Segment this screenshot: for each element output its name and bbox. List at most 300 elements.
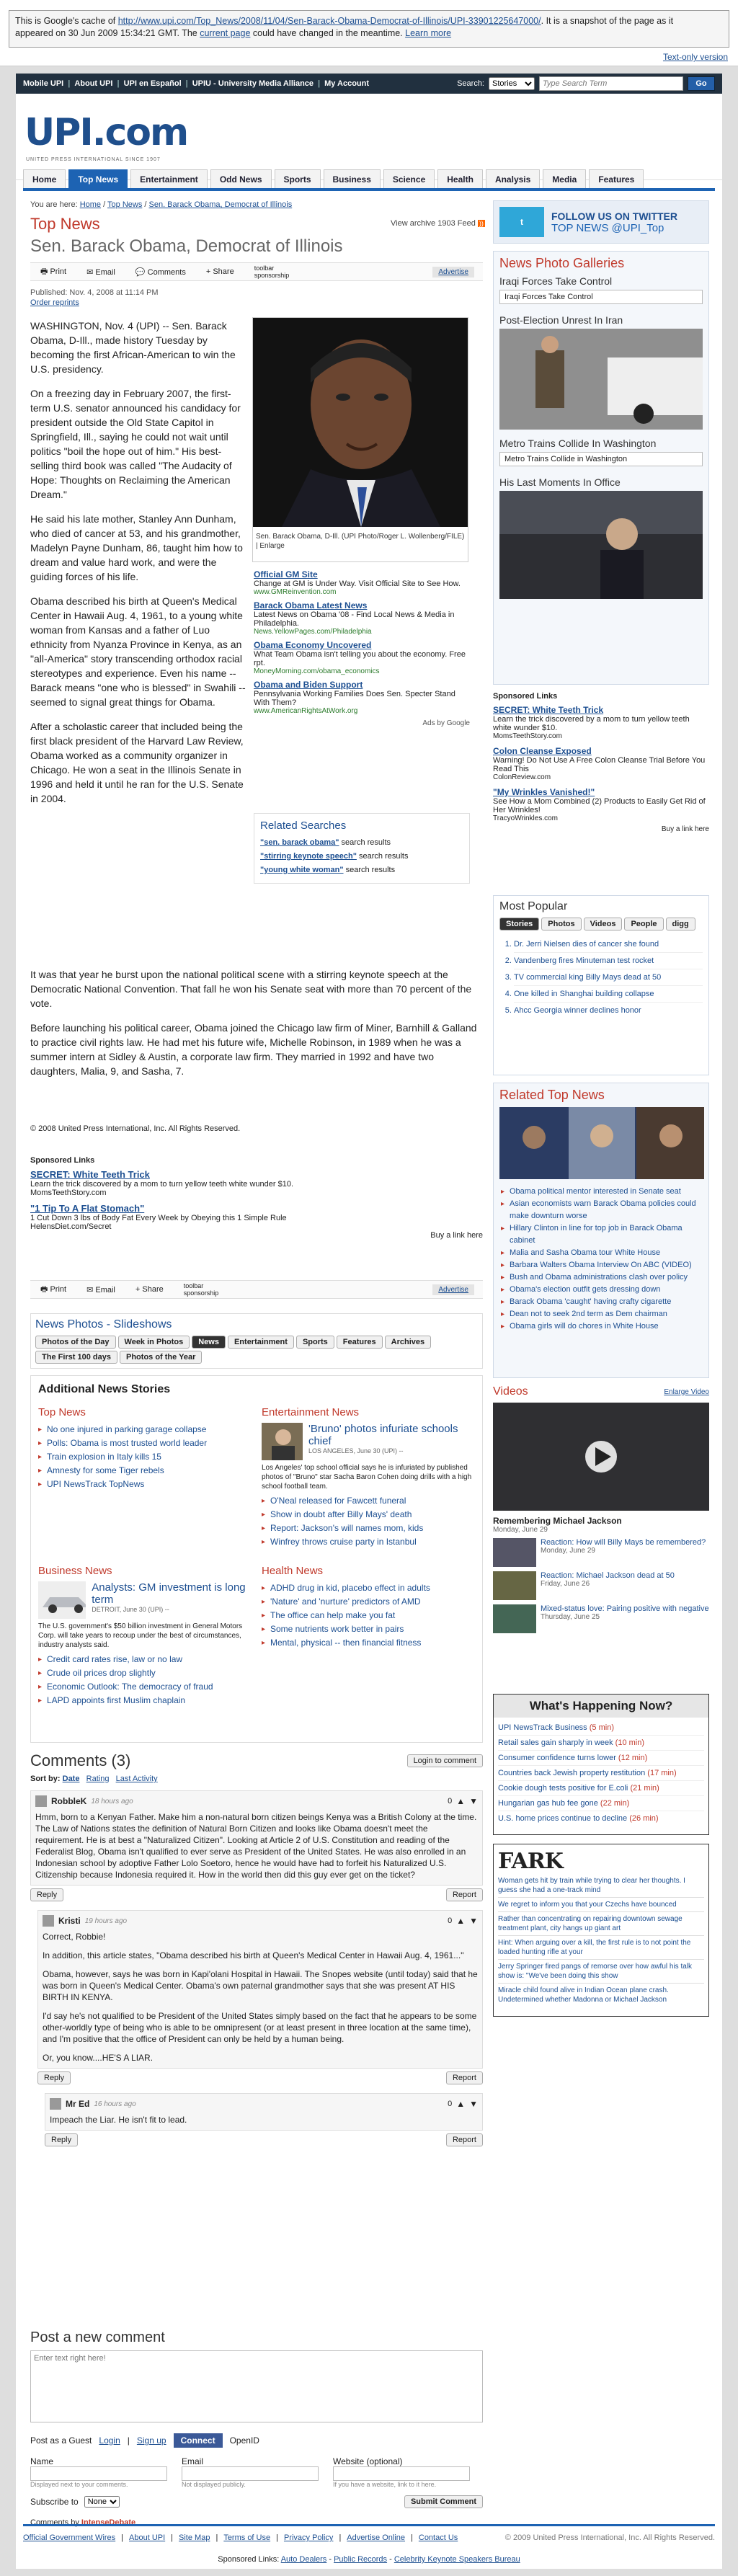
sponsored-desc: Warning! Do Not Use A Free Colon Cleanse Trial Before You Read This (493, 756, 706, 773)
slideshow-tab[interactable]: Entertainment (228, 1336, 294, 1349)
name-hint: Displayed next to your comments. (30, 2481, 128, 2488)
happening-link[interactable]: Retail sales gain sharply in week (498, 1738, 613, 1747)
print-icon: 🖶 (40, 267, 48, 276)
footer-link[interactable]: About UPI (129, 2533, 166, 2542)
cache-text: appeared on 30 Jun 2009 15:34:21 GMT. The (15, 28, 200, 38)
lead-story-summary: Los Angeles' top school official says he is infuriated by published photos of "Bruno" star Sacha Baron Cohen doing drills with a high school football team. (262, 1464, 472, 1491)
footer-link[interactable]: Contact Us (418, 2533, 458, 2542)
news-link[interactable]: ▸ Crude oil prices drop slightly (38, 1666, 247, 1680)
upi-page (16, 74, 722, 2569)
search-go-button[interactable]: Go (688, 76, 715, 91)
rss-icon: )) (479, 220, 484, 227)
popular-item[interactable]: 5. Ahcc Georgia winner declines honor (514, 1003, 703, 1018)
comment-body: Impeach the Liar. He isn't fit to lead. (50, 2115, 187, 2125)
popular-item[interactable]: 1. Dr. Jerri Nielsen dies of cancer she found (514, 936, 703, 953)
comment-body: I'd say he's not qualified to be President of the United States simply based on the fact that he appears to be some other-worldly type of being who is able to be omnipresent (or at least present in three location at the same time), and I'm positive that the office of President can only be held by a human being. (43, 2011, 477, 2044)
news-link[interactable]: ▸ Train explosion in Italy kills 15 (38, 1450, 247, 1464)
sort-rating[interactable]: Rating (86, 1775, 110, 1783)
footer-link[interactable]: Privacy Policy (283, 2533, 334, 2542)
sponsored-url[interactable]: MomsTeethStory.com (30, 1189, 107, 1197)
happening-link[interactable]: Consumer confidence turns lower (498, 1754, 616, 1762)
slideshow-tab[interactable]: Features (337, 1336, 383, 1349)
lead-story-summary: The U.S. government's $50 billion investment in General Motors Corp. will take years to recoup under the best of circumstances, industry analysts said. (38, 1622, 243, 1649)
iran-unrest-photo[interactable] (499, 329, 703, 430)
story-paragraph: After a scholastic career that included being the first black president of the Harvard Law Review, Obama worked as a community organizer in Chicago. He won a seat in the Illinois Senate in 1996 and held it until he ran for the U.S. Senate in 2004. (30, 721, 244, 804)
popular-item[interactable]: 2. Vandenberg fires Minuteman test rocket (514, 953, 703, 969)
slideshows-title: News Photos - Slideshows (35, 1318, 172, 1331)
related-news-link[interactable]: ▸ Bush and Obama administrations clash over policy (501, 1271, 701, 1284)
topnav-upiu[interactable]: UPIU - University Media Alliance (192, 79, 314, 88)
order-reprints-link[interactable]: Order reprints (30, 298, 79, 307)
video-date: Friday, June 26 (541, 1580, 590, 1588)
video-date: Thursday, June 25 (541, 1613, 600, 1621)
thumbs-up-icon[interactable]: ▲ (456, 1796, 466, 1806)
sponsored-label: Sponsored Links (30, 1156, 95, 1165)
cache-text: This is Google's cache of (15, 16, 118, 26)
dateline: LOS ANGELES, June 30 (UPI) -- (308, 1447, 404, 1454)
fark-box (493, 1844, 709, 2017)
email-icon: ✉ (86, 267, 94, 277)
nav-top-news[interactable]: Top News (68, 169, 128, 188)
website-label: Website (optional) (333, 2456, 403, 2466)
photo-galleries-title: News Photo Galleries (499, 256, 625, 270)
footer-link[interactable]: Site Map (179, 2533, 210, 2542)
signup-link[interactable]: Sign up (136, 2435, 166, 2446)
print-button[interactable]: 🖶 Print (40, 1284, 67, 1294)
story-paragraph: Before launching his political career, Obama joined the Chicago law firm of Miner, Barnhill & Galland to practice civil rights law. He had met his future wife, Michelle Robinson, in 1989 when he was a summer intern at Sidley & Austin, a corporate law firm. They married in 1992 and have two daughters, Malia, 9, and Sasha, 7. (30, 1022, 477, 1077)
gallery-title[interactable]: Post-Election Unrest In Iran (499, 314, 623, 326)
ad-desc: What Team Obama isn't telling you about the economy. Free rpt. (254, 650, 466, 667)
bruno-thumbnail[interactable] (262, 1423, 303, 1460)
upi-logo[interactable]: UPI.com (25, 111, 188, 154)
sponsored-label: Sponsored Links (493, 692, 558, 701)
news-link[interactable]: ▸ Mental, physical -- then financial fitness (262, 1636, 475, 1650)
sponsored-links-main (30, 1156, 483, 1240)
sponsored-url[interactable]: TracyoWrinkles.com (493, 814, 559, 822)
login-to-comment-button[interactable]: Login to comment (407, 1754, 483, 1767)
featured-video-date: Monday, June 29 (493, 1526, 548, 1534)
ad-title[interactable]: Official GM Site (254, 569, 318, 579)
crumb-top-news[interactable]: Top News (107, 200, 143, 209)
gallery-caption[interactable]: Metro Trains Collide in Washington (499, 452, 703, 466)
footer-link[interactable]: Official Government Wires (23, 2533, 116, 2542)
ad-desc: Pennsylvania Working Families Does Sen. Specter Stand With Them? (254, 690, 455, 707)
sponsored-links-rail (493, 692, 709, 833)
sponsored-desc: Learn the trick discovered by a mom to turn yellow teeth white wunder $10. (493, 715, 690, 732)
comment-score: 0 (448, 1917, 453, 1925)
topnav-my-account[interactable]: My Account (324, 79, 370, 88)
share-icon: + (135, 1285, 141, 1294)
twitter-line1: FOLLOW US ON TWITTER (551, 210, 677, 222)
related-news-link[interactable]: ▸ Barbara Walters Obama Interview On ABC (VIDEO) (501, 1259, 701, 1271)
gallery-title[interactable]: Iraqi Forces Take Control (499, 275, 613, 287)
whats-happening: What's Happening Now? UPI NewsTrack Business (5 min) Retail sales gain sharply in week (10 min) Consumer confidence turns lower (12 min) Countries back Jewish property restitution (17 min) Cookie dough tests positive for E.coli (21 min) Hungarian gas hub fee gone (22 min) U.S. home prices continue to decline (26 min) (493, 1694, 709, 1835)
ads-by-google[interactable]: Ads by Google (422, 719, 470, 727)
report-button[interactable]: Report (446, 2133, 483, 2146)
top-utility-nav: Mobile UPI | About UPI | UPI en Español | UPIU - University Media Alliance | My Account Search: Stories Type Search Term Go (16, 74, 722, 94)
most-popular (493, 895, 709, 1075)
share-icon: + (205, 267, 211, 276)
topnav-mobile-upi[interactable]: Mobile UPI (23, 79, 64, 88)
cache-url-link[interactable]: http://www.upi.com/Top_News/2008/11/04/Sen-Barack-Obama-Democrat-of-Illinois/UPI-33901225647000/ (117, 16, 541, 26)
comment-body: Or, you know....HE'S A LIAR. (43, 2053, 154, 2063)
comments-button[interactable]: 💬 Comments (135, 267, 186, 277)
related-news-link[interactable]: ▸ Hillary Clinton in line for top job in Barack Obama cabinet (501, 1222, 701, 1247)
reply-button[interactable]: Reply (45, 2133, 78, 2146)
comment-body: In addition, this article states, "Obama described his birth at Queen's Medical Center in Hawaii Aug. 4, 1961..." (43, 1950, 464, 1960)
comment-author[interactable]: Mr Ed (66, 2099, 90, 2109)
most-popular-title: Most Popular (499, 900, 568, 912)
ad-url[interactable]: www.GMReinvention.com (254, 588, 337, 596)
news-link[interactable]: ▸ Economic Outlook: The democracy of fraud (38, 1680, 247, 1694)
video-thumbnail[interactable] (493, 1538, 536, 1567)
website-input[interactable] (333, 2466, 470, 2481)
gallery-caption[interactable]: Iraqi Forces Take Control (499, 290, 703, 304)
sponsored-title[interactable]: SECRET: White Teeth Trick (493, 705, 604, 715)
lead-story-link[interactable]: Analysts: GM investment is long term (92, 1581, 246, 1606)
sponsored-title[interactable]: "1 Tip To A Flat Stomach" (30, 1203, 145, 1214)
report-button[interactable]: Report (446, 1888, 483, 1901)
popular-tab-people[interactable]: People (624, 918, 663, 931)
post-as-guest[interactable]: Post as a Guest (30, 2435, 92, 2446)
footer-sponsored-link[interactable]: Celebrity Keynote Speakers Bureau (394, 2555, 520, 2564)
news-link[interactable]: ▸ No one injured in parking garage collapse (38, 1423, 247, 1436)
entertainment-column (262, 1406, 475, 1549)
toolbar-sponsorship: toolbar sponsorship (183, 1282, 219, 1297)
sort-last-activity[interactable]: Last Activity (115, 1775, 158, 1783)
article-toolbar (30, 262, 483, 281)
news-link[interactable]: ▸ ADHD drug in kid, placebo effect in adults (262, 1581, 475, 1595)
nav-health[interactable]: Health (437, 169, 483, 188)
comments-icon: 💬 (135, 267, 146, 277)
popular-tab-videos[interactable]: Videos (584, 918, 623, 931)
obama-photo[interactable] (253, 318, 468, 527)
story-paragraph: WASHINGTON, Nov. 4 (UPI) -- Sen. Barack Obama, D-Ill., made history Tuesday by becoming the first African-American to win the U.S. presidency. (30, 320, 236, 375)
crumb-home[interactable]: Home (79, 200, 102, 209)
comment-age: 18 hours ago (91, 1797, 133, 1806)
fark-link[interactable]: We regret to inform you that your Czechs have bounced (498, 1898, 704, 1912)
happening-link[interactable]: UPI NewsTrack Business (498, 1723, 587, 1732)
comment-body: Obama, however, says he was born in Kapi'olani Hospital in Hawaii. The Snopes website (until today) said that he was born in Queen's Medical Center. Obama's own paternal grandmother says that she was present AT HIS BIRTH IN KENYA. (43, 1969, 478, 2002)
avatar (35, 1795, 47, 1807)
slideshows-box (30, 1313, 483, 1369)
story-paragraph: Obama described his birth at Queen's Medical Center in Hawaii Aug. 4, 1961, to a young white woman from Kansas and a father of Luo ethnicity from Nyanza Province in Kenya, as an "all-America" story transcending orthodox racial stereotypes and experience. Even his name -- Barack means "one who is blessed" in Swahili -- seemed to signal great things for Obama. (30, 595, 246, 708)
related-top-news (493, 1083, 709, 1378)
comment-author[interactable]: Kristi (58, 1916, 81, 1926)
health-heading: Health News (262, 1565, 324, 1577)
learn-more-link[interactable]: Learn more (405, 28, 452, 38)
related-news-link[interactable]: ▸ Obama's election outfit gets dressing down (501, 1284, 701, 1296)
subscribe-label: Subscribe to (30, 2497, 79, 2507)
slideshow-tab[interactable]: Photos of the Year (120, 1351, 202, 1364)
crumb-current[interactable]: Sen. Barack Obama, Democrat of Illinois (148, 200, 293, 209)
reply-button[interactable]: Reply (37, 2071, 71, 2084)
story-paragraph: It was that year he burst upon the national political scene with a stirring keynote speech at the Democratic National Convention. That fall he won his Senate seat with more than 70 percent of the vote. (30, 969, 472, 1009)
name-input[interactable] (30, 2466, 167, 2481)
story-bottom (30, 967, 483, 1088)
search-label: Search: (457, 79, 484, 88)
cache-text: could have changed in the meantime. (250, 28, 406, 38)
share-button[interactable]: + Share (135, 1285, 164, 1294)
email-hint: Not displayed publicly. (182, 2481, 246, 2488)
comments-section (30, 1751, 483, 2155)
search-form (457, 76, 715, 91)
reply-button[interactable]: Reply (30, 1888, 63, 1901)
ad-desc: Latest News on Obama '08 - Find Local News & Media in Philadelphia. (254, 610, 455, 628)
email-button[interactable]: ✉ Email (86, 267, 115, 277)
sponsored-title[interactable]: "My Wrinkles Vanished!" (493, 787, 595, 797)
nav-entertainment[interactable]: Entertainment (130, 169, 208, 188)
avatar (50, 2098, 61, 2110)
ad-url[interactable]: MoneyMorning.com/obama_economics (254, 667, 380, 675)
print-icon: 🖶 (40, 1284, 48, 1294)
last-moments-photo[interactable] (499, 491, 703, 599)
slideshow-tab[interactable]: Archives (385, 1336, 431, 1349)
thumbs-down-icon[interactable]: ▼ (469, 2099, 478, 2109)
cache-notice (9, 10, 729, 48)
story-top (30, 319, 246, 816)
toolbar-sponsorship: toolbar sponsorship (254, 265, 290, 279)
nav-sports[interactable]: Sports (275, 169, 321, 188)
ad-desc: Change at GM is Under Way. Visit Official Site to See How. (254, 579, 461, 588)
comment-body: Hmm, born to a Kenyan Father. Make him a non-natural born citizen beings Kenya was a British Colony at the time. The Law of Nations states the definition of Natural Born Citizen and looks like Obama doesn't meet the requirement. He is at best a "Naturalized Citizen". Looking at Article 2 of U.S. Constitution and reading of the Federalist Blog, Obama isn't qualified to ever serve as President of the United States. He was also enrolled in an Indonesian school by adoptive Father Lolo Soetoro, hence he would have had to forfeit his Naturalized U.S. Citizenship because Indonesia required it. How in the world then did this guy ever get on the ticket? (35, 1812, 477, 1880)
related-news-link[interactable]: ▸ Malia and Sasha Obama tour White House (501, 1247, 701, 1259)
related-news-photo-strip[interactable] (499, 1107, 704, 1179)
thumbs-up-icon[interactable]: ▲ (456, 1916, 466, 1926)
ad-title[interactable]: Obama and Biden Support (254, 680, 363, 690)
popular-tab-photos[interactable]: Photos (541, 918, 581, 931)
related-search-link[interactable]: "sen. barack obama" (260, 838, 339, 847)
fark-link[interactable]: Woman gets hit by train while trying to clear her thoughts. I guess she had a one-track mind (498, 1874, 704, 1898)
logo-tagline: UNITED PRESS INTERNATIONAL SINCE 1907 (26, 157, 161, 162)
story-paragraph: On a freezing day in February 2007, the first-term U.S. senator announced his candidacy for president outside the Old State Capitol in Springfield, Ill., saying he could not wait until politics "boil the hope out of him." His best-selling third book was called "The Audacity of Hope: Thoughts on Reclaiming the American Dream." (30, 388, 241, 500)
happening-link[interactable]: U.S. home prices continue to decline (498, 1814, 628, 1823)
text-only-link[interactable]: Text-only version (662, 52, 728, 62)
email-button[interactable]: ✉ Email (86, 1285, 115, 1294)
openid-button[interactable]: OpenID (229, 2435, 259, 2446)
related-search-link[interactable]: "young white woman" (260, 866, 344, 874)
footer: Official Government Wires | About UPI | Site Map | Terms of Use | Privacy Policy | Advertise Online | Contact Us © 2009 United Press International, Inc. All Rights Reserved. Sponsored Links: Auto Dealers - Public Records - Celebrity Keynote Speakers Bureau (23, 2524, 715, 2564)
comment-item (30, 1790, 483, 1886)
health-column (262, 1565, 475, 1650)
footer-sponsored-link[interactable]: Auto Dealers (280, 2555, 327, 2564)
website-hint: If you have a website, link to it here. (333, 2481, 437, 2488)
videos-title: Videos (493, 1385, 528, 1398)
business-heading: Business News (38, 1565, 112, 1577)
related-top-news-title: Related Top News (499, 1088, 605, 1102)
photo-caption: Sen. Barack Obama, D-Ill. (UPI Photo/Roger L. Wollenberg/FILE) | Enlarge (256, 533, 465, 550)
comment-body: Correct, Robbie! (43, 1932, 106, 1942)
related-news-link[interactable]: ▸ Asian economists warn Barack Obama policies could make downturn worse (501, 1198, 701, 1222)
google-ads-mid (254, 569, 470, 727)
top-news-heading: Top News (38, 1406, 86, 1418)
additional-news-title: Additional News Stories (38, 1383, 171, 1395)
current-page-link[interactable]: current page (200, 28, 251, 38)
news-link[interactable]: ▸ Polls: Obama is most trusted world leader (38, 1436, 247, 1450)
comment-score: 0 (448, 2100, 453, 2108)
sponsored-url[interactable]: HelensDiet.com/Secret (30, 1222, 112, 1231)
sponsored-url[interactable]: MomsTeethStory.com (493, 732, 562, 740)
popular-item[interactable]: 3. TV commercial king Billy Mays dead at 50 (514, 969, 703, 986)
related-searches: Related Searches "sen. barack obama" search results "stirring keynote speech" search results "young white woman" search results (254, 813, 470, 884)
avatar (43, 1915, 54, 1927)
twitter-bird-icon: t (499, 207, 544, 237)
nav-home[interactable]: Home (23, 169, 66, 188)
report-button[interactable]: Report (446, 2071, 483, 2084)
gm-car-thumbnail[interactable] (38, 1581, 86, 1619)
buy-link[interactable]: Buy a link here (430, 1231, 483, 1240)
nav-science[interactable]: Science (383, 169, 435, 188)
sort-label: Sort by: (30, 1775, 61, 1783)
footer-sponsored-link[interactable]: Public Records (334, 2555, 388, 2564)
slideshow-tab[interactable]: The First 100 days (35, 1351, 117, 1364)
thumbs-down-icon[interactable]: ▼ (469, 1916, 478, 1926)
popular-tab-digg[interactable]: digg (666, 918, 695, 931)
dateline: DETROIT, June 30 (UPI) -- (92, 1606, 169, 1613)
main-nav (23, 169, 646, 188)
advertise-link[interactable]: Advertise (432, 1284, 474, 1295)
fark-link[interactable]: Miracle child found alive in Indian Ocean plane crash. Undetermined whether Madonna or Michael Jackson (498, 1986, 669, 2004)
ad-url[interactable]: www.AmericanRightsAtWork.org (254, 707, 358, 715)
comment-item (37, 1910, 483, 2069)
email-label: Email (182, 2456, 204, 2466)
email-icon: ✉ (86, 1285, 94, 1294)
related-news-link[interactable]: ▸ Dean not to seek 2nd term as Dem chairman (501, 1308, 701, 1320)
happening-link[interactable]: Hungarian gas hub fee gone (498, 1799, 598, 1808)
twitter-banner[interactable] (493, 200, 709, 244)
submit-comment-button[interactable]: Submit Comment (404, 2495, 483, 2508)
news-link[interactable]: ▸ UPI NewsTrack TopNews (38, 1478, 247, 1491)
comment-author[interactable]: RobbleK (51, 1796, 87, 1806)
advertise-link[interactable]: Advertise (432, 267, 474, 277)
video-link[interactable]: Reaction: How will Billy Mays be remembered? (541, 1538, 706, 1547)
slideshow-tab[interactable]: Sports (296, 1336, 334, 1349)
comments-title: Comments (3) (30, 1751, 131, 1769)
ad-url[interactable]: News.YellowPages.com/Philadelphia (254, 628, 372, 636)
cache-text: . It is a snapshot of the page as it (541, 16, 674, 26)
main-photo-box (252, 317, 468, 562)
google-cache-bar (0, 0, 738, 66)
popular-tab-stories[interactable]: Stories (499, 918, 539, 931)
masthead (16, 94, 722, 180)
happening-link[interactable]: Countries back Jewish property restitution (498, 1769, 646, 1777)
print-button[interactable]: 🖶 Print (40, 267, 67, 276)
sort-date[interactable]: Date (62, 1775, 80, 1783)
ad-title[interactable]: Barack Obama Latest News (254, 600, 368, 610)
topnav-about-upi[interactable]: About UPI (74, 79, 113, 88)
gallery-title[interactable]: His Last Moments In Office (499, 476, 621, 488)
related-news-link[interactable]: ▸ Obama political mentor interested in Senate seat (501, 1186, 701, 1198)
additional-news (30, 1375, 483, 1743)
news-link[interactable]: ▸ Some nutrients work better in pairs (262, 1622, 475, 1636)
archive-link[interactable]: View archive 1903 Feed )) (391, 219, 484, 228)
news-link[interactable]: ▸ Credit card rates rise, law or no law (38, 1653, 247, 1666)
gallery-title[interactable]: Metro Trains Collide In Washington (499, 438, 657, 449)
popular-item[interactable]: 4. One killed in Shanghai building collapse (514, 986, 703, 1003)
facebook-connect-button[interactable]: Connect (174, 2433, 223, 2448)
nav-business[interactable]: Business (324, 169, 381, 188)
sponsored-title[interactable]: Colon Cleanse Exposed (493, 746, 592, 756)
subscribe-select[interactable] (84, 2496, 120, 2508)
fark-logo[interactable]: FARK (498, 1849, 563, 1874)
related-search-link[interactable]: "stirring keynote speech" (260, 852, 357, 861)
lead-story-link[interactable]: 'Bruno' photos infuriate schools chief (308, 1423, 458, 1447)
news-link[interactable]: ▸ Show in doubt after Billy Mays' death (262, 1508, 475, 1522)
business-column (38, 1565, 247, 1707)
video-link[interactable]: Mixed-status love: Pairing positive with negative (541, 1604, 709, 1613)
search-input[interactable] (539, 76, 683, 91)
photo-galleries (493, 251, 709, 685)
nav-odd-news[interactable]: Odd News (210, 169, 272, 188)
news-link[interactable]: ▸ The office can help make you fat (262, 1609, 475, 1622)
featured-video-title[interactable]: Remembering Michael Jackson (493, 1516, 622, 1526)
fark-link[interactable]: Rather than concentrating on repairing downtown sewage treatment plant, city hangs up giant art (498, 1912, 704, 1936)
top-news-column (38, 1406, 247, 1491)
breadcrumb: You are here: Home / Top News / Sen. Barack Obama, Democrat of Illinois (30, 200, 293, 209)
footer-link[interactable]: Terms of Use (223, 2533, 271, 2542)
enlarge-video-link[interactable]: Enlarge Video (664, 1387, 709, 1396)
sponsored-url[interactable]: ColonReview.com (493, 773, 551, 781)
video-date: Monday, June 29 (541, 1547, 595, 1555)
slideshow-tab[interactable]: Week in Photos (118, 1336, 190, 1349)
whats-happening-title: What's Happening Now? (494, 1695, 708, 1718)
comment-item (45, 2093, 483, 2131)
post-comment-title: Post a new comment (30, 2329, 165, 2345)
news-link[interactable]: ▸ Winfrey throws cruise party in Istanbul (262, 1535, 475, 1549)
login-link[interactable]: Login (99, 2435, 120, 2446)
related-searches-title: Related Searches (260, 820, 347, 832)
twitter-line2: TOP NEWS @UPI_Top (551, 221, 664, 234)
search-scope-select[interactable] (489, 77, 535, 90)
nav-media[interactable]: Media (543, 169, 586, 188)
fark-link[interactable]: Hint: When arguing over a kill, the first rule is to not point the loaded hunting rifle at your (498, 1936, 704, 1960)
share-button[interactable]: + Share (205, 267, 234, 276)
news-link[interactable]: ▸ LAPD appoints first Muslim chaplain (38, 1694, 247, 1707)
video-player[interactable] (493, 1403, 709, 1511)
slideshow-tab[interactable]: Photos of the Day (35, 1336, 116, 1349)
buy-link[interactable]: Buy a link here (661, 825, 709, 833)
related-news-link[interactable]: ▸ Obama girls will do chores in White House (501, 1320, 701, 1333)
footer-link[interactable]: Advertise Online (347, 2533, 406, 2542)
sponsored-desc: Learn the trick discovered by a mom to turn yellow teeth white wunder $10. (30, 1180, 294, 1189)
name-label: Name (30, 2456, 54, 2466)
thumbs-down-icon[interactable]: ▼ (469, 1796, 478, 1806)
video-thumbnail[interactable] (493, 1571, 536, 1600)
video-link[interactable]: Reaction: Michael Jackson dead at 50 (541, 1571, 675, 1580)
ad-title[interactable]: Obama Economy Uncovered (254, 640, 372, 650)
email-input[interactable] (182, 2466, 319, 2481)
published-date: Published: Nov. 4, 2008 at 11:14 PM (30, 288, 159, 297)
nav-analysis[interactable]: Analysis (486, 169, 540, 188)
happening-link[interactable]: Cookie dough tests positive for E.coli (498, 1784, 628, 1793)
fark-link[interactable]: Jerry Springer fired pangs of remorse over how awful his talk show is: "We've been doing this show (498, 1960, 704, 1984)
video-thumbnail[interactable] (493, 1604, 536, 1633)
news-link[interactable]: ▸ O'Neal released for Fawcett funeral (262, 1494, 475, 1508)
news-link[interactable]: ▸ 'Nature' and 'nurture' predictors of AMD (262, 1595, 475, 1609)
headline: Sen. Barack Obama, Democrat of Illinois (30, 236, 343, 256)
news-link[interactable]: ▸ Amnesty for some Tiger rebels (38, 1464, 247, 1478)
nav-features[interactable]: Features (589, 169, 644, 188)
sponsored-desc: See How a Mom Combined (2) Products to Easily Get Rid of Her Wrinkles! (493, 797, 706, 814)
thumbs-up-icon[interactable]: ▲ (456, 2099, 466, 2109)
slideshow-tab-active[interactable]: News (192, 1336, 226, 1349)
comment-textarea[interactable] (30, 2350, 483, 2422)
related-news-link[interactable]: ▸ Barack Obama 'caught' having crafty cigarette (501, 1296, 701, 1308)
sponsored-title[interactable]: SECRET: White Teeth Trick (30, 1169, 150, 1180)
topnav-upi-espanol[interactable]: UPI en Español (123, 79, 182, 88)
intensedebate-link[interactable]: IntenseDebate (81, 2518, 136, 2527)
news-link[interactable]: ▸ Report: Jackson's will names mom, kids (262, 1522, 475, 1535)
